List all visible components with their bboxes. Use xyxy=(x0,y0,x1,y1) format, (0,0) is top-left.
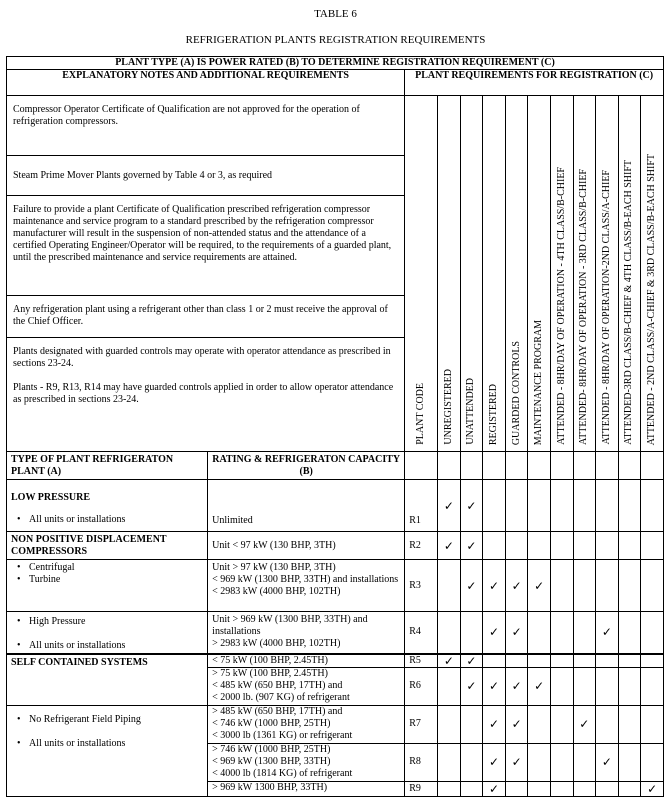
type-item: High Pressure xyxy=(29,616,86,627)
check-mark-icon: ✓ xyxy=(528,560,551,612)
check-mark-icon: ✓ xyxy=(528,667,551,705)
check-mark-icon: ✓ xyxy=(505,743,528,781)
check-mark-icon: ✓ xyxy=(460,667,483,705)
note-4: Any refrigeration plant using a refrigerant other than class 1 or 2 must receive the approval of the Chief Officer. xyxy=(7,296,405,338)
table-number: TABLE 6 xyxy=(314,8,357,20)
col-header-registered: REGISTERED xyxy=(483,96,506,452)
check-mark-icon: ✓ xyxy=(460,532,483,560)
rating-cell: > 485 kW (650 BHP, 17TH) and < 746 kW (1000 BHP, 25TH) < 3000 lb (1361 KG) or refrigerant xyxy=(208,705,405,743)
table-row: • Centrifugal • Turbine Unit > 97 kW (130 BHP, 3TH) < 969 kW (1300 BHP, 33TH) and installations < 2983 kW (4000 BHP, 102TH) R3 ✓ ✓ ✓ ✓ xyxy=(7,560,664,612)
check-mark-icon: ✓ xyxy=(483,612,506,654)
check-mark-icon: ✓ xyxy=(505,560,528,612)
plant-code: R3 xyxy=(405,560,438,612)
table-row: • High Pressure • All units or installations Unit > 969 kW (1300 BHP, 33TH) and installations > 2983 kW (4000 BHP, 102TH) R4 ✓ ✓ ✓ xyxy=(7,612,664,654)
check-mark-icon: ✓ xyxy=(505,612,528,654)
rating-cell: Unit < 97 kW (130 BHP, 3TH) xyxy=(208,532,405,560)
col-header-unregistered: UNREGISTERED xyxy=(438,96,461,452)
check-mark-icon: ✓ xyxy=(460,560,483,612)
table-banner: PLANT TYPE (A) IS POWER RATED (B) TO DETERMINE REGISTRATION REQUIREMENT (C) xyxy=(7,57,664,70)
type-item: Centrifugal xyxy=(29,562,75,573)
rating-cell: < 75 kW (100 BHP, 2.45TH) xyxy=(208,654,405,668)
type-title: LOW PRESSURE xyxy=(11,492,91,503)
col-header-attended-3rd-class: ATTENDED- 8HR/DAY OF OPERATION - 3RD CLASS/B-CHIEF xyxy=(573,96,596,452)
col-header-attended-2nd-class: ATTENDED - 8HR/DAY OF OPERATION-2ND CLASS/A-CHIEF xyxy=(596,96,619,452)
col-header-plant-code: PLANT CODE xyxy=(405,96,438,452)
plant-code: R6 xyxy=(405,667,438,705)
note-2: Steam Prime Mover Plants governed by Table 4 or 3, as required xyxy=(7,156,405,196)
check-mark-icon: ✓ xyxy=(483,743,506,781)
rating-cell: > 75 kW (100 BHP, 2.45TH) < 485 kW (650 BHP, 17TH) and < 2000 lb. (907 KG) of refrigerant xyxy=(208,667,405,705)
type-item: All units or installations xyxy=(29,640,126,651)
rating-cell: Unit > 969 kW (1300 BHP, 33TH) and installations > 2983 kW (4000 BHP, 102TH) xyxy=(208,612,405,654)
note-3: Failure to provide a plant Certificate of Qualification prescribed refrigeration compressor maintenance and service program to a standard prescribed by the refrigeration compressor manufacturer will result in the suspension of non-attended status and the attendance of a certified Operating Engineer/Operator will be required, to the requirements of a guarded plant, until the prescribed maintenance and service requirements are attained. xyxy=(7,196,405,296)
plant-code: R7 xyxy=(405,705,438,743)
rating-cell: Unit > 97 kW (130 BHP, 3TH) < 969 kW (1300 BHP, 33TH) and installations < 2983 kW (4000 BHP, 102TH) xyxy=(208,560,405,612)
rating-cell: > 969 kW 1300 BHP, 33TH) xyxy=(208,781,405,796)
check-mark-icon: ✓ xyxy=(505,667,528,705)
check-mark-icon: ✓ xyxy=(573,705,596,743)
check-mark-icon: ✓ xyxy=(483,705,506,743)
plant-code: R5 xyxy=(405,654,438,668)
check-mark-icon: ✓ xyxy=(460,654,483,668)
plant-code: R4 xyxy=(405,612,438,654)
col-header-attended-2nd-3rd-shift: ATTENDED - 2ND CLASS/A-CHIEF & 3RD CLASS/B-EACH SHIFT xyxy=(641,96,664,452)
check-mark-icon: ✓ xyxy=(505,705,528,743)
col-header-guarded-controls: GUARDED CONTROLS xyxy=(505,96,528,452)
table-row xyxy=(7,532,664,560)
type-item: No Refrigerant Field Piping xyxy=(29,713,141,725)
requirements-header: PLANT REQUIREMENTS FOR REGISTRATION (C) xyxy=(405,70,664,96)
registration-table xyxy=(6,56,664,797)
type-item: Turbine xyxy=(29,574,61,585)
table-row: LOW PRESSURE • All units or installations Unlimited R1 ✓ ✓ xyxy=(7,480,664,532)
col-header-unattended: UNATTENDED xyxy=(460,96,483,452)
table-title: REFRIGERATION PLANTS REGISTRATION REQUIREMENTS xyxy=(185,34,486,46)
type-item: All units or installations xyxy=(29,514,126,525)
notes-header: EXPLANATORY NOTES AND ADDITIONAL REQUIREMENTS xyxy=(7,70,405,96)
col-header-attended-4th-class: ATTENDED - 8HR/DAY OF OPERATION - 4TH CLASS/B-CHIEF xyxy=(550,96,573,452)
type-title: NON POSITIVE DISPLACEMENT COMPRESSORS xyxy=(7,532,208,560)
rating-header: RATING & REFRIGERATON CAPACITY (B) xyxy=(208,452,405,480)
plant-code: R1 xyxy=(405,480,438,532)
note-6: Plants - R9, R13, R14 may have guarded controls applied in order to allow operator attendance as prescribed in sections 23-24. xyxy=(13,382,394,405)
rating-cell: > 746 kW (1000 BHP, 25TH) < 969 kW (1300 BHP, 33TH) < 4000 lb (1814 KG) of refrigerant xyxy=(208,743,405,781)
check-mark-icon: ✓ xyxy=(596,743,619,781)
col-header-attended-3rd-4th-shift: ATTENDED-3RD CLASS/B-CHIEF & 4TH CLASS/B-EACH SHIFT xyxy=(618,96,641,452)
check-mark-icon: ✓ xyxy=(483,560,506,612)
table-row: • No Refrigerant Field Piping • All units or installations > 485 kW (650 BHP, 17TH) and < 746 kW (1000 BHP, 25TH) < 3000 lb (1361 KG) or refrigerant R7 ✓ ✓ ✓ xyxy=(7,705,664,743)
type-header: TYPE OF PLANT REFRIGERATON PLANT (A) xyxy=(7,452,208,480)
note-5-6 xyxy=(7,338,405,452)
type-item: All units or installations xyxy=(29,737,126,749)
check-mark-icon: ✓ xyxy=(438,532,461,560)
note-5: Plants designated with guarded controls may operate with operator attendance as prescribed in sections 23-24. xyxy=(13,346,391,369)
check-mark-icon: ✓ xyxy=(483,667,506,705)
table-row xyxy=(7,654,664,668)
check-mark-icon: ✓ xyxy=(596,612,619,654)
check-mark-icon: ✓ xyxy=(483,781,506,796)
check-mark-icon: ✓ xyxy=(641,781,664,796)
col-header-maintenance-program: MAINTENANCE PROGRAM xyxy=(528,96,551,452)
check-mark-icon: ✓ xyxy=(438,480,461,532)
type-title: SELF CONTAINED SYSTEMS xyxy=(11,656,148,668)
plant-code: R2 xyxy=(405,532,438,560)
plant-code: R8 xyxy=(405,743,438,781)
check-mark-icon: ✓ xyxy=(438,654,461,668)
rating-cell: Unlimited xyxy=(208,480,405,532)
plant-code: R9 xyxy=(405,781,438,796)
note-1: Compressor Operator Certificate of Qualification are not approved for the operation of refrigeration compressors. xyxy=(7,96,405,156)
check-mark-icon: ✓ xyxy=(460,480,483,532)
